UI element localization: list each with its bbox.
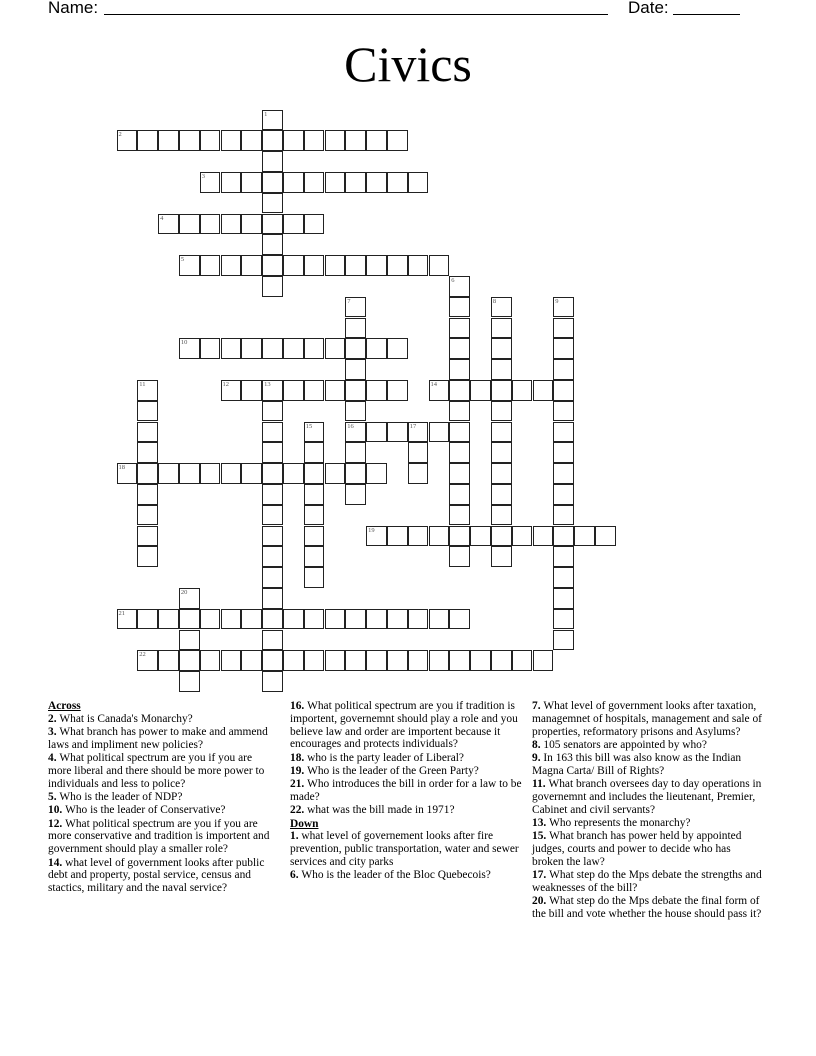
grid-cell[interactable] [158,609,179,630]
grid-cell[interactable] [262,172,283,193]
grid-cell[interactable] [366,130,387,151]
grid-cell[interactable] [200,255,221,276]
grid-cell[interactable] [533,380,554,401]
grid-cell[interactable] [553,505,574,526]
grid-cell[interactable] [262,526,283,547]
grid-cell[interactable] [553,526,574,547]
grid-cell[interactable] [491,380,512,401]
grid-cell[interactable] [283,338,304,359]
grid-cell[interactable] [449,609,470,630]
grid-cell[interactable] [262,338,283,359]
grid-cell[interactable] [595,526,616,547]
clue-item: 22. what was the bill made in 1971? [290,804,455,817]
clues-column-3 [532,700,762,922]
clue-item: 14. what level of government looks after public debt and property, postal service, census and stactics, military and the naval service? [48,856,265,895]
grid-cell[interactable] [449,442,470,463]
clue-item: 20. What step do the Mps debate the final form of the bill and vote whether the house should pass it? [532,895,762,921]
clue-item: 7. What level of government looks after taxation, managemnet of hospitals, management and sale of properties, reformatory prisons and Asylums? [532,700,762,738]
grid-cell[interactable] [262,151,283,172]
grid-cell[interactable] [408,172,429,193]
grid-cell[interactable] [241,650,262,671]
grid-cell[interactable] [345,484,366,505]
clue-item: 2. What is Canada's Monarchy? [48,712,193,725]
grid-cell[interactable] [345,401,366,422]
grid-cell[interactable] [553,318,574,339]
grid-cell[interactable] [553,609,574,630]
grid-cell[interactable] [262,567,283,588]
clue-number: 13 [264,380,271,388]
grid-cell[interactable] [449,401,470,422]
grid-cell[interactable] [179,130,200,151]
grid-cell[interactable] [512,526,533,547]
grid-cell[interactable] [179,463,200,484]
grid-cell[interactable] [117,130,138,151]
clue-section-heading: Down [290,817,319,830]
grid-cell[interactable] [470,380,491,401]
date-label: Date: [628,0,669,17]
grid-cell[interactable] [179,630,200,651]
clue-number: 12 [222,380,229,388]
grid-cell[interactable] [429,526,450,547]
grid-cell[interactable] [137,609,158,630]
grid-cell[interactable] [304,484,325,505]
grid-cell[interactable] [366,422,387,443]
grid-cell[interactable] [283,130,304,151]
date-field[interactable] [673,14,740,15]
page-title: Civics [344,36,472,92]
grid-cell[interactable] [345,380,366,401]
clue-number: 2 [118,131,122,139]
grid-cell[interactable] [491,546,512,567]
clue-section-heading: Across [48,700,81,712]
clue-number: 7 [347,297,351,305]
grid-cell[interactable] [553,567,574,588]
grid-cell[interactable] [429,650,450,671]
clue-item: 15. What branch has power held by appointed judges, courts and power to decide who has broken the law? [532,830,742,869]
grid-cell[interactable] [429,380,450,401]
clues-column-1 [48,700,273,895]
grid-cell[interactable] [221,172,242,193]
grid-cell[interactable] [553,422,574,443]
grid-cell[interactable] [491,359,512,380]
grid-cell[interactable] [533,650,554,671]
grid-cell[interactable] [345,255,366,276]
grid-cell[interactable] [200,172,221,193]
grid-cell[interactable] [366,526,387,547]
grid-cell[interactable] [262,650,283,671]
grid-cell[interactable] [366,380,387,401]
grid-cell[interactable] [470,650,491,671]
grid-cell[interactable] [262,276,283,297]
grid-cell[interactable] [553,338,574,359]
grid-cell[interactable] [262,255,283,276]
grid-cell[interactable] [449,505,470,526]
grid-cell[interactable] [304,650,325,671]
grid-cell[interactable] [574,526,595,547]
grid-cell[interactable] [158,650,179,671]
grid-cell[interactable] [137,130,158,151]
grid-cell[interactable] [325,609,346,630]
grid-cell[interactable] [221,130,242,151]
grid-cell[interactable] [137,442,158,463]
grid-cell[interactable] [262,193,283,214]
grid-cell[interactable] [304,609,325,630]
grid-cell[interactable] [304,172,325,193]
crossword-grid [117,110,637,692]
grid-cell[interactable] [304,338,325,359]
grid-cell[interactable] [408,526,429,547]
clue-number: 16 [347,422,354,430]
grid-cell[interactable] [241,255,262,276]
grid-cell[interactable] [387,609,408,630]
grid-cell[interactable] [449,359,470,380]
grid-cell[interactable] [221,650,242,671]
grid-cell[interactable] [304,442,325,463]
grid-cell[interactable] [325,255,346,276]
grid-cell[interactable] [325,650,346,671]
grid-cell[interactable] [366,463,387,484]
grid-cell[interactable] [137,526,158,547]
grid-cell[interactable] [304,380,325,401]
grid-cell[interactable] [137,546,158,567]
grid-cell[interactable] [179,255,200,276]
grid-cell[interactable] [179,338,200,359]
clue-item: 3. What branch has power to make and ammend laws and impliment new policies? [48,726,268,751]
grid-cell[interactable] [200,214,221,235]
grid-cell[interactable] [325,172,346,193]
grid-cell[interactable] [137,463,158,484]
grid-cell[interactable] [491,401,512,422]
grid-cell[interactable] [200,338,221,359]
grid-cell[interactable] [137,422,158,443]
grid-cell[interactable] [137,401,158,422]
grid-cell[interactable] [553,380,574,401]
grid-cell[interactable] [449,318,470,339]
clue-item: 9. In 163 this bill was also know as the Indian Magna Carta/ Bill of Rights? [532,752,742,777]
grid-cell[interactable] [241,130,262,151]
grid-cell[interactable] [408,255,429,276]
grid-cell[interactable] [283,255,304,276]
grid-cell[interactable] [449,297,470,318]
grid-cell[interactable] [304,422,325,443]
grid-cell[interactable] [221,463,242,484]
grid-cell[interactable] [241,214,262,235]
grid-cell[interactable] [137,505,158,526]
grid-cell[interactable] [345,650,366,671]
grid-cell[interactable] [325,380,346,401]
grid-cell[interactable] [345,297,366,318]
clue-number: 17 [409,422,417,430]
grid-cell[interactable] [137,650,158,671]
grid-cell[interactable] [470,526,491,547]
grid-cell[interactable] [262,130,283,151]
clue-number: 15 [305,422,313,430]
clue-item: 5. Who is the leader of NDP? [48,791,183,804]
grid-cell[interactable] [262,463,283,484]
grid-cell[interactable] [262,380,283,401]
grid-cell[interactable] [387,526,408,547]
grid-cell[interactable] [117,463,138,484]
grid-cell[interactable] [262,422,283,443]
grid-cell[interactable] [221,214,242,235]
grid-cell[interactable] [449,276,470,297]
grid-cell[interactable] [553,588,574,609]
clue-item: 19. Who is the leader of the Green Party? [290,764,479,777]
clue-number: 5 [180,256,185,264]
clue-number: 10 [180,339,188,347]
grid-cell[interactable] [137,380,158,401]
grid-cell[interactable] [117,609,138,630]
grid-cell[interactable] [221,609,242,630]
grid-cell[interactable] [137,484,158,505]
grid-cell[interactable] [179,650,200,671]
grid-cell[interactable] [387,650,408,671]
grid-cell[interactable] [449,546,470,567]
clue-number: 14 [430,380,437,388]
grid-cell[interactable] [262,609,283,630]
grid-cell[interactable] [512,650,533,671]
grid-cell[interactable] [491,505,512,526]
grid-cell[interactable] [179,671,200,692]
grid-cell[interactable] [491,650,512,671]
grid-cell[interactable] [387,422,408,443]
grid-cell[interactable] [491,484,512,505]
grid-cell[interactable] [345,130,366,151]
grid-cell[interactable] [408,442,429,463]
grid-cell[interactable] [283,650,304,671]
clue-item: 8. 105 senators are appointed by who? [532,738,707,751]
grid-cell[interactable] [283,380,304,401]
grid-cell[interactable] [408,650,429,671]
clue-item: 4. What political spectrum are you if you are more liberal and there should be more power to individuals and less to police? [48,752,265,790]
grid-cell[interactable] [387,338,408,359]
grid-cell[interactable] [553,546,574,567]
grid-cell[interactable] [449,526,470,547]
grid-cell[interactable] [553,484,574,505]
grid-cell[interactable] [241,609,262,630]
grid-cell[interactable] [283,172,304,193]
grid-cell[interactable] [200,130,221,151]
clue-item: 10. Who is the leader of Conservative? [48,804,226,817]
grid-cell[interactable] [200,650,221,671]
grid-cell[interactable] [429,255,450,276]
clue-number: 19 [368,526,375,534]
grid-cell[interactable] [325,130,346,151]
grid-cell[interactable] [449,484,470,505]
grid-cell[interactable] [262,630,283,651]
grid-cell[interactable] [366,172,387,193]
grid-cell[interactable] [241,463,262,484]
grid-cell[interactable] [345,422,366,443]
grid-cell[interactable] [345,318,366,339]
grid-cell[interactable] [491,463,512,484]
grid-cell[interactable] [262,484,283,505]
clue-number: 21 [118,609,125,617]
grid-cell[interactable] [408,609,429,630]
grid-cell[interactable] [553,401,574,422]
grid-cell[interactable] [429,609,450,630]
grid-cell[interactable] [304,505,325,526]
grid-cell[interactable] [491,338,512,359]
grid-cell[interactable] [200,463,221,484]
grid-cell[interactable] [491,442,512,463]
grid-cell[interactable] [221,255,242,276]
clue-number: 3 [201,172,205,180]
grid-cell[interactable] [345,338,366,359]
grid-cell[interactable] [304,526,325,547]
grid-cell[interactable] [449,463,470,484]
grid-cell[interactable] [325,463,346,484]
grid-cell[interactable] [221,338,242,359]
clue-item: 16. What political spectrum are you if tradition is importent, governemnt should play a role and you believe law and order are importent because it encourages and protects individuals? [290,700,518,751]
grid-cell[interactable] [408,422,429,443]
grid-cell[interactable] [491,422,512,443]
grid-cell[interactable] [283,609,304,630]
grid-cell[interactable] [449,338,470,359]
grid-cell[interactable] [325,338,346,359]
grid-cell[interactable] [553,630,574,651]
grid-cell[interactable] [345,463,366,484]
clue-item: 17. What step do the Mps debate the strengths and weaknesses of the bill? [532,869,762,895]
clue-number: 18 [118,464,125,472]
grid-cell[interactable] [262,546,283,567]
grid-cell[interactable] [221,380,242,401]
grid-cell[interactable] [262,588,283,609]
grid-cell[interactable] [158,130,179,151]
grid-cell[interactable] [304,463,325,484]
grid-cell[interactable] [345,609,366,630]
grid-cell[interactable] [200,609,221,630]
clue-number: 1 [264,110,268,118]
grid-cell[interactable] [262,505,283,526]
grid-cell[interactable] [366,650,387,671]
grid-cell[interactable] [366,338,387,359]
clue-item: 11. What branch oversees day to day operations in governemnt and includes the lieutenant, Premier, Cabinet and civil servants? [532,778,762,816]
clue-item: 6. Who is the leader of the Bloc Quebecois? [290,869,491,882]
grid-cell[interactable] [241,338,262,359]
grid-cell[interactable] [345,359,366,380]
grid-cell[interactable] [449,422,470,443]
grid-cell[interactable] [262,234,283,255]
grid-cell[interactable] [179,609,200,630]
clue-number: 6 [451,276,455,284]
grid-cell[interactable] [387,130,408,151]
grid-cell[interactable] [179,214,200,235]
grid-cell[interactable] [304,546,325,567]
grid-cell[interactable] [387,380,408,401]
grid-cell[interactable] [304,255,325,276]
grid-cell[interactable] [491,318,512,339]
grid-cell[interactable] [262,671,283,692]
clue-item: 1. what level of governement looks after fire prevention, public transportation, water and sewer services and city parks [290,830,519,869]
name-field[interactable] [104,14,608,15]
grid-cell[interactable] [491,526,512,547]
grid-cell[interactable] [158,214,179,235]
clue-item: 12. What political spectrum are you if you are more conservative and tradition is importent and government should play a smaller role? [48,817,270,856]
grid-cell[interactable] [262,401,283,422]
grid-cell[interactable] [158,463,179,484]
header [48,0,768,20]
grid-cell[interactable] [387,172,408,193]
grid-cell[interactable] [262,214,283,235]
grid-cell[interactable] [304,214,325,235]
grid-cell[interactable] [512,380,533,401]
clue-item: 13. Who represents the monarchy? [532,817,691,830]
grid-cell[interactable] [449,380,470,401]
name-label: Name: [48,0,99,17]
grid-cell[interactable] [283,463,304,484]
grid-cell[interactable] [449,650,470,671]
clue-item: 21. Who introduces the bill in order for a law to be made? [290,778,522,804]
grid-cell[interactable] [491,297,512,318]
clue-number: 11 [139,380,146,388]
grid-cell[interactable] [304,567,325,588]
grid-cell[interactable] [345,442,366,463]
grid-cell[interactable] [283,214,304,235]
grid-cell[interactable] [262,442,283,463]
grid-cell[interactable] [179,588,200,609]
clue-number: 8 [492,297,497,305]
clue-item: 18. who is the party leader of Liberal? [290,751,464,764]
grid-cell[interactable] [553,297,574,318]
grid-cell[interactable] [366,609,387,630]
clue-number: 4 [160,214,164,222]
grid-cell[interactable] [345,172,366,193]
grid-cell[interactable] [262,110,283,131]
grid-cell[interactable] [408,463,429,484]
grid-cell[interactable] [553,442,574,463]
grid-cell[interactable] [533,526,554,547]
grid-cell[interactable] [366,255,387,276]
clue-number: 20 [180,588,188,596]
clue-number: 22 [139,651,146,659]
grid-cell[interactable] [429,422,450,443]
grid-cell[interactable] [241,172,262,193]
clues-column-2 [290,700,525,883]
grid-cell[interactable] [387,255,408,276]
grid-cell[interactable] [553,463,574,484]
grid-cell[interactable] [304,130,325,151]
grid-cell[interactable] [553,359,574,380]
grid-cell[interactable] [241,380,262,401]
clue-number: 9 [555,297,559,305]
